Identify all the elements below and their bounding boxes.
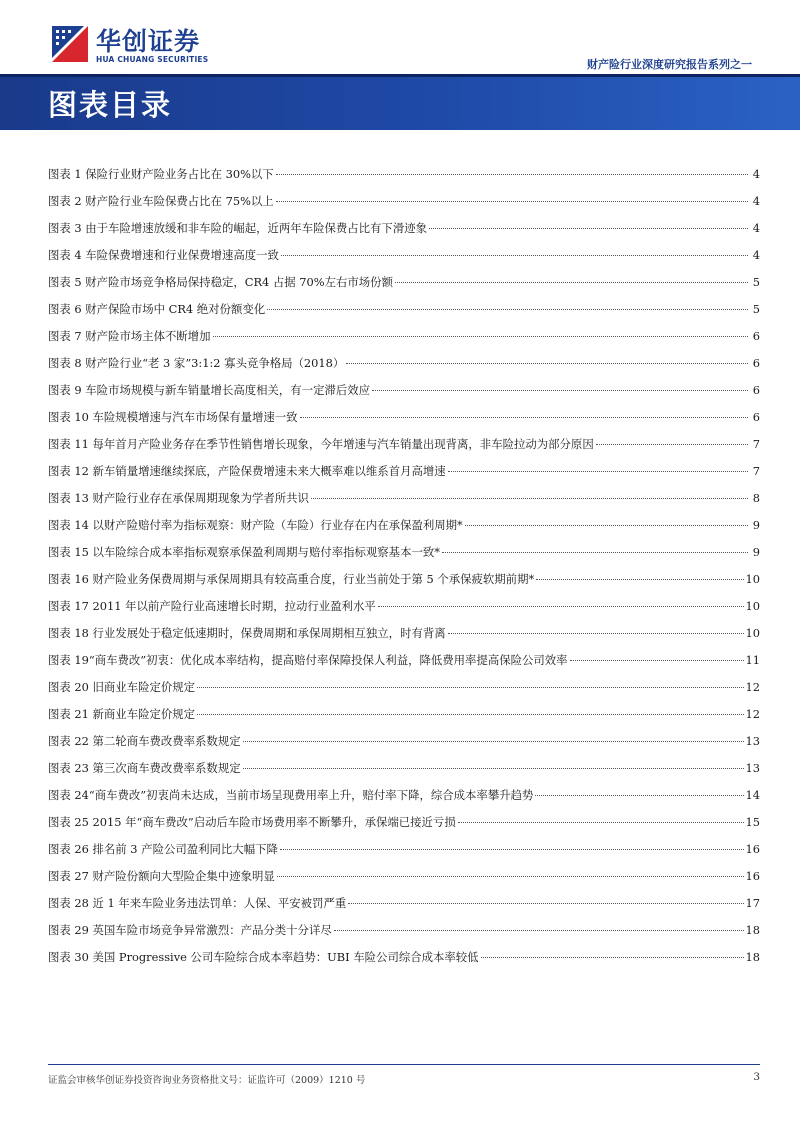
toc-leader-dots [277, 876, 744, 877]
toc-leader-dots [395, 282, 748, 283]
toc-entry-label: 图表 18 行业发展处于稳定低速期时，保费周期和承保周期相互独立，时有背离 [48, 626, 446, 640]
toc-entry-page: 15 [745, 815, 760, 829]
toc-entry[interactable] [48, 247, 760, 274]
toc-entry-page: 16 [745, 869, 760, 883]
toc-entry[interactable] [48, 409, 760, 436]
toc-entry-page: 6 [752, 329, 760, 343]
toc-entry-label: 图表 24“商车费改”初衷尚未达成，当前市场呈现费用率上升，赔付率下降，综合成本率攀升趋势 [48, 788, 534, 802]
toc-leader-dots [243, 768, 744, 769]
toc-leader-dots [448, 471, 748, 472]
toc-entry[interactable] [48, 355, 760, 382]
toc-entry-label: 图表 3 由于车险增速放缓和非车险的崛起，近两年车险保费占比有下滑迹象 [48, 221, 427, 235]
toc-entry-page: 7 [752, 437, 760, 451]
toc-entry-page: 11 [745, 653, 760, 667]
toc-entry-label: 图表 28 近 1 年来车险业务违法罚单：人保、平安被罚严重 [48, 896, 347, 910]
toc-leader-dots [570, 660, 744, 661]
toc-entry-label: 图表 29 英国车险市场竞争异常激烈：产品分类十分详尽 [48, 923, 332, 937]
toc-entry[interactable] [48, 490, 760, 517]
toc-entry-label: 图表 14 以财产险赔付率为指标观察：财产险（车险）行业存在内在承保盈利周期* [48, 518, 463, 532]
toc-leader-dots [311, 498, 748, 499]
toc-entry-page: 8 [752, 491, 760, 505]
toc-leader-dots [458, 822, 744, 823]
figure-toc-list [48, 166, 760, 976]
toc-entry[interactable] [48, 274, 760, 301]
banner-divider [0, 74, 800, 77]
toc-entry-label: 图表 8 财产险行业“老 3 家”3:1:2 寡头竞争格局（2018） [48, 356, 345, 370]
toc-leader-dots [448, 633, 744, 634]
toc-leader-dots [300, 417, 748, 418]
toc-entry[interactable] [48, 517, 760, 544]
title-banner [0, 74, 800, 130]
toc-entry-page: 4 [752, 194, 760, 208]
toc-entry[interactable] [48, 922, 760, 949]
toc-entry[interactable] [48, 652, 760, 679]
toc-leader-dots [346, 363, 748, 364]
toc-leader-dots [535, 795, 743, 796]
toc-entry[interactable] [48, 625, 760, 652]
toc-entry[interactable] [48, 382, 760, 409]
toc-leader-dots [281, 255, 748, 256]
toc-entry-label: 图表 2 财产险行业车险保费占比在 75%以上 [48, 194, 274, 208]
toc-entry-label: 图表 27 财产险份额向大型险企集中迹象明显 [48, 869, 275, 883]
toc-entry-page: 13 [745, 761, 760, 775]
toc-entry-label: 图表 21 新商业车险定价规定 [48, 707, 196, 721]
toc-entry[interactable] [48, 220, 760, 247]
toc-leader-dots [536, 579, 743, 580]
toc-entry-page: 6 [752, 356, 760, 370]
toc-leader-dots [429, 228, 748, 229]
toc-entry-label: 图表 5 财产险市场竞争格局保持稳定，CR4 占据 70%左右市场份额 [48, 275, 393, 289]
toc-entry-label: 图表 26 排名前 3 产险公司盈利同比大幅下降 [48, 842, 278, 856]
toc-entry[interactable] [48, 760, 760, 787]
toc-leader-dots [197, 687, 743, 688]
toc-leader-dots [267, 309, 748, 310]
toc-leader-dots [334, 930, 744, 931]
toc-leader-dots [213, 336, 748, 337]
toc-leader-dots [378, 606, 744, 607]
toc-leader-dots [197, 714, 743, 715]
toc-entry-label: 图表 25 2015 年“商车费改”启动后车险市场费用率不断攀升，承保端已接近亏损 [48, 815, 456, 829]
toc-entry[interactable] [48, 463, 760, 490]
toc-entry-page: 12 [745, 707, 760, 721]
toc-entry-page: 14 [745, 788, 760, 802]
toc-entry-label: 图表 6 财产保险市场中 CR4 绝对份额变化 [48, 302, 266, 316]
toc-entry-label: 图表 17 2011 年以前产险行业高速增长时期，拉动行业盈利水平 [48, 599, 376, 613]
toc-entry-page: 13 [745, 734, 760, 748]
toc-entry[interactable] [48, 328, 760, 355]
toc-entry-label: 图表 11 每年首月产险业务存在季节性销售增长现象，今年增速与汽车销量出现背离，非车险拉动为部分原因 [48, 437, 594, 451]
toc-entry-label: 图表 1 保险行业财产险业务占比在 30%以下 [48, 167, 274, 181]
toc-entry[interactable] [48, 868, 760, 895]
toc-entry[interactable] [48, 301, 760, 328]
toc-entry-page: 4 [752, 248, 760, 262]
toc-leader-dots [465, 525, 748, 526]
toc-entry-page: 6 [752, 383, 760, 397]
footer-license-text: 证监会审核华创证券投资咨询业务资格批文号：证监许可（2009）1210 号 [48, 1075, 366, 1086]
toc-entry[interactable] [48, 679, 760, 706]
toc-entry[interactable] [48, 841, 760, 868]
page-title: 图表目录 [48, 88, 173, 122]
toc-entry-label: 图表 20 旧商业车险定价规定 [48, 680, 196, 694]
toc-entry-label: 图表 4 车险保费增速和行业保费增速高度一致 [48, 248, 279, 262]
toc-leader-dots [276, 174, 748, 175]
toc-entry-label: 图表 10 车险规模增速与汽车市场保有量增速一致 [48, 410, 298, 424]
toc-entry[interactable] [48, 598, 760, 625]
toc-entry[interactable] [48, 706, 760, 733]
toc-entry-label: 图表 30 美国 Progressive 公司车险综合成本率趋势：UBI 车险公司综合成本率较低 [48, 950, 479, 964]
footer-divider [48, 1064, 760, 1065]
toc-entry-page: 10 [745, 572, 760, 586]
toc-entry-page: 5 [752, 275, 760, 289]
toc-entry-label: 图表 22 第二轮商车费改费率系数规定 [48, 734, 241, 748]
toc-entry-page: 4 [752, 221, 760, 235]
toc-entry-label: 图表 23 第三次商车费改费率系数规定 [48, 761, 241, 775]
toc-entry-label: 图表 7 财产险市场主体不断增加 [48, 329, 211, 343]
toc-entry-page: 18 [745, 923, 760, 937]
toc-entry-label: 图表 16 财产险业务保费周期与承保周期具有较高重合度，行业当前处于第 5 个承保疲软期前期* [48, 572, 535, 586]
toc-leader-dots [348, 903, 743, 904]
toc-entry[interactable] [48, 949, 760, 976]
toc-entry[interactable] [48, 787, 760, 814]
toc-entry-page: 4 [752, 167, 760, 181]
brand-name-en: HUA CHUANG SECURITIES [96, 55, 209, 64]
toc-entry[interactable] [48, 895, 760, 922]
toc-entry[interactable] [48, 436, 760, 463]
toc-leader-dots [596, 444, 748, 445]
brand-name-cn: 华创证券 [96, 27, 201, 56]
toc-entry-page: 9 [752, 518, 760, 532]
toc-entry-label: 图表 12 新车销量增速继续探底，产险保费增速未来大概率难以维系首月高增速 [48, 464, 446, 478]
toc-entry-label: 图表 9 车险市场规模与新车销量增长高度相关，有一定滞后效应 [48, 383, 371, 397]
toc-leader-dots [481, 957, 744, 958]
toc-leader-dots [276, 201, 748, 202]
toc-entry[interactable] [48, 571, 760, 598]
toc-entry[interactable] [48, 193, 760, 220]
toc-entry-page: 7 [752, 464, 760, 478]
toc-entry[interactable] [48, 544, 760, 571]
toc-entry[interactable] [48, 733, 760, 760]
toc-entry-page: 16 [745, 842, 760, 856]
toc-entry-label: 图表 13 财产险行业存在承保周期现象为学者所共识 [48, 491, 309, 505]
toc-entry[interactable] [48, 814, 760, 841]
toc-entry-page: 17 [745, 896, 760, 910]
report-series-title: 财产险行业深度研究报告系列之一 [587, 58, 752, 71]
toc-entry-page: 18 [745, 950, 760, 964]
toc-leader-dots [372, 390, 748, 391]
toc-leader-dots [280, 849, 744, 850]
toc-entry-page: 10 [745, 626, 760, 640]
toc-entry-page: 5 [752, 302, 760, 316]
toc-entry-page: 12 [745, 680, 760, 694]
page-number: 3 [753, 1071, 760, 1083]
toc-leader-dots [243, 741, 744, 742]
huachuang-logo-icon [50, 24, 90, 64]
toc-entry-page: 10 [745, 599, 760, 613]
toc-entry[interactable] [48, 166, 760, 193]
toc-entry-page: 9 [752, 545, 760, 559]
toc-leader-dots [442, 552, 748, 553]
toc-entry-page: 6 [752, 410, 760, 424]
toc-entry-label: 图表 19“商车费改”初衷：优化成本率结构，提高赔付率保障投保人利益，降低费用率提高保险公司效率 [48, 653, 568, 667]
toc-entry-label: 图表 15 以车险综合成本率指标观察承保盈利周期与赔付率指标观察基本一致* [48, 545, 440, 559]
